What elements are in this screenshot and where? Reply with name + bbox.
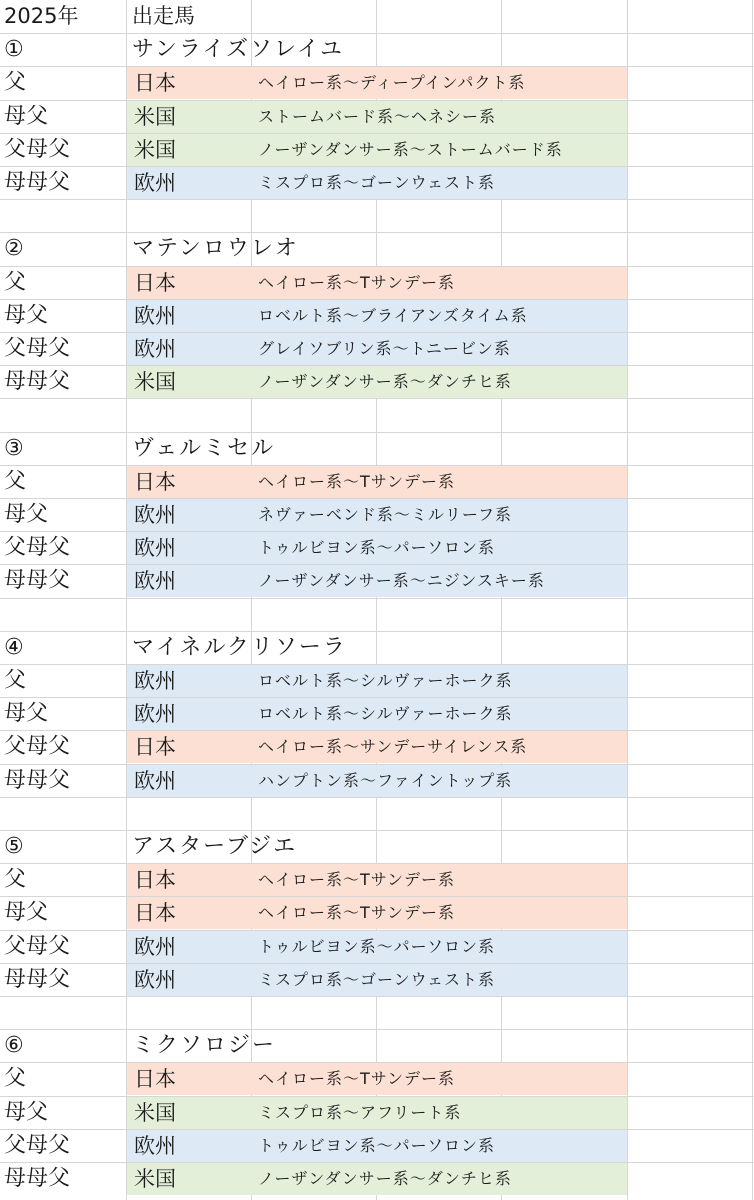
region-cell[interactable]: 欧州 — [134, 968, 176, 992]
region-cell[interactable]: 米国 — [134, 105, 176, 129]
region-cell[interactable]: 米国 — [134, 138, 176, 162]
pedigree-row — [0, 1162, 754, 1195]
horse-name[interactable]: ミクソロジー — [132, 1033, 277, 1058]
pedigree-row — [0, 664, 754, 697]
pedigree-row — [0, 498, 754, 531]
pedigree-row — [0, 465, 754, 498]
relation-cell[interactable]: 父 — [4, 668, 27, 693]
region-cell[interactable]: 米国 — [134, 1167, 176, 1191]
region-cell[interactable]: 日本 — [134, 271, 176, 295]
horse-number[interactable]: ⑤ — [4, 834, 24, 859]
horse-number[interactable]: ④ — [4, 635, 24, 660]
pedigree-row — [0, 930, 754, 963]
lineage-cell[interactable]: ヘイロー系～Tサンデー系 — [258, 903, 455, 922]
relation-cell[interactable]: 母母父 — [4, 568, 71, 593]
pedigree-row — [0, 365, 754, 398]
relation-cell[interactable]: 母父 — [4, 502, 49, 527]
lineage-cell[interactable]: ロベルト系～シルヴァーホーク系 — [258, 704, 513, 723]
region-cell[interactable]: 日本 — [134, 735, 176, 759]
region-cell[interactable]: 欧州 — [134, 337, 176, 361]
relation-cell[interactable]: 父母父 — [4, 535, 71, 560]
region-cell[interactable]: 日本 — [134, 470, 176, 494]
year-cell[interactable]: 2025年 — [4, 4, 79, 28]
spacer-row — [0, 398, 754, 431]
pedigree-row — [0, 1129, 754, 1162]
pedigree-row — [0, 863, 754, 896]
horse-number[interactable]: ① — [4, 37, 24, 62]
horse-name[interactable]: マテンロウレオ — [132, 236, 299, 261]
region-cell[interactable]: 日本 — [134, 868, 176, 892]
horse-number[interactable]: ⑥ — [4, 1033, 24, 1058]
horse-name[interactable]: サンライズソレイユ — [132, 37, 345, 62]
relation-cell[interactable]: 父母父 — [4, 336, 71, 361]
relation-cell[interactable]: 母父 — [4, 104, 49, 129]
horse-title-row — [0, 432, 754, 465]
relation-cell[interactable]: 母父 — [4, 701, 49, 726]
pedigree-row — [0, 332, 754, 365]
horse-title-row — [0, 1029, 754, 1062]
region-cell[interactable]: 日本 — [134, 901, 176, 925]
pedigree-row — [0, 564, 754, 597]
lineage-cell[interactable]: ヘイロー系～ディープインパクト系 — [258, 73, 526, 92]
relation-cell[interactable]: 母母父 — [4, 369, 71, 394]
relation-cell[interactable]: 母母父 — [4, 1166, 71, 1191]
lineage-cell[interactable]: ヘイロー系～Tサンデー系 — [258, 1069, 455, 1088]
lineage-cell[interactable]: ノーザンダンサー系～ダンチヒ系 — [258, 1169, 512, 1188]
pedigree-row — [0, 963, 754, 996]
lineage-cell[interactable]: トゥルビヨン系～パーソロン系 — [258, 538, 495, 557]
region-cell[interactable]: 欧州 — [134, 669, 176, 693]
horse-name[interactable]: マイネルクリソーラ — [132, 635, 347, 660]
lineage-cell[interactable]: ノーザンダンサー系～ニジンスキー系 — [258, 571, 545, 590]
region-cell[interactable]: 欧州 — [134, 503, 176, 527]
horse-title-row — [0, 631, 754, 664]
lineage-cell[interactable]: ロベルト系～シルヴァーホーク系 — [258, 671, 513, 690]
pedigree-row — [0, 266, 754, 299]
lineage-cell[interactable]: グレイソブリン系～トニービン系 — [258, 339, 511, 358]
spacer-row — [0, 598, 754, 631]
pedigree-row — [0, 1062, 754, 1095]
lineage-cell[interactable]: ロベルト系～ブライアンズタイム系 — [258, 306, 528, 325]
relation-cell[interactable]: 父母父 — [4, 1133, 71, 1158]
horse-title-row — [0, 830, 754, 863]
relation-cell[interactable]: 母父 — [4, 900, 49, 925]
pedigree-row — [0, 66, 754, 99]
lineage-cell[interactable]: ヘイロー系～Tサンデー系 — [258, 472, 455, 491]
pedigree-row — [0, 697, 754, 730]
lineage-cell[interactable]: ミスプロ系～ゴーンウェスト系 — [258, 970, 496, 989]
relation-cell[interactable]: 母母父 — [4, 967, 71, 992]
region-cell[interactable]: 欧州 — [134, 536, 176, 560]
relation-cell[interactable]: 父 — [4, 270, 27, 295]
relation-cell[interactable]: 父 — [4, 70, 27, 95]
lineage-cell[interactable]: ヘイロー系～Tサンデー系 — [258, 273, 455, 292]
pedigree-row — [0, 896, 754, 929]
pedigree-row — [0, 166, 754, 199]
lineage-cell[interactable]: ストームバード系～ヘネシー系 — [258, 107, 497, 126]
relation-cell[interactable]: 父母父 — [4, 137, 71, 162]
spacer-row — [0, 797, 754, 830]
region-cell[interactable]: 米国 — [134, 1101, 176, 1125]
horse-title-row — [0, 232, 754, 265]
lineage-cell[interactable]: ヘイロー系～サンデーサイレンス系 — [258, 737, 528, 756]
horse-title-row — [0, 33, 754, 66]
lineage-cell[interactable]: トゥルビヨン系～パーソロン系 — [258, 1136, 495, 1155]
relation-cell[interactable]: 父母父 — [4, 934, 71, 959]
region-cell[interactable]: 欧州 — [134, 171, 176, 195]
pedigree-row — [0, 133, 754, 166]
region-cell[interactable]: 日本 — [134, 71, 176, 95]
spacer-row — [0, 199, 754, 232]
horse-number[interactable]: ② — [4, 236, 24, 261]
lineage-cell[interactable]: ヘイロー系～Tサンデー系 — [258, 870, 455, 889]
lineage-cell[interactable]: ネヴァーベンド系～ミルリーフ系 — [258, 505, 513, 524]
horse-name[interactable]: アスターブジエ — [132, 834, 298, 859]
lineage-cell[interactable]: ミスプロ系～ゴーンウェスト系 — [258, 173, 496, 192]
relation-cell[interactable]: 母父 — [4, 303, 49, 328]
pedigree-row — [0, 1096, 754, 1129]
horse-name[interactable]: ヴェルミセル — [132, 436, 276, 461]
region-cell[interactable]: 欧州 — [134, 702, 176, 726]
relation-cell[interactable]: 母父 — [4, 1100, 49, 1125]
lineage-cell[interactable]: ハンプトン系～ファイントップ系 — [258, 771, 513, 790]
pedigree-row — [0, 531, 754, 564]
horse-number[interactable]: ③ — [4, 436, 24, 461]
region-cell[interactable]: 欧州 — [134, 304, 176, 328]
pedigree-row — [0, 299, 754, 332]
pedigree-row — [0, 100, 754, 133]
runners-label-cell[interactable]: 出走馬 — [132, 4, 195, 28]
relation-cell[interactable]: 父 — [4, 469, 27, 494]
relation-cell[interactable]: 母母父 — [4, 768, 71, 793]
region-cell[interactable]: 欧州 — [134, 569, 176, 593]
pedigree-row — [0, 730, 754, 763]
relation-cell[interactable]: 父 — [4, 1066, 27, 1091]
region-cell[interactable]: 欧州 — [134, 769, 176, 793]
relation-cell[interactable]: 母母父 — [4, 170, 71, 195]
region-cell[interactable]: 欧州 — [134, 1134, 176, 1158]
region-cell[interactable]: 米国 — [134, 370, 176, 394]
relation-cell[interactable]: 父母父 — [4, 734, 71, 759]
lineage-cell[interactable]: ノーザンダンサー系～ストームバード系 — [258, 140, 563, 159]
region-cell[interactable]: 日本 — [134, 1067, 176, 1091]
lineage-cell[interactable]: ミスプロ系～アフリート系 — [258, 1103, 462, 1122]
lineage-cell[interactable]: トゥルビヨン系～パーソロン系 — [258, 937, 495, 956]
lineage-cell[interactable]: ノーザンダンサー系～ダンチヒ系 — [258, 372, 512, 391]
pedigree-row — [0, 764, 754, 797]
relation-cell[interactable]: 父 — [4, 867, 27, 892]
spacer-row — [0, 996, 754, 1029]
region-cell[interactable]: 欧州 — [134, 935, 176, 959]
header-row — [0, 0, 754, 33]
